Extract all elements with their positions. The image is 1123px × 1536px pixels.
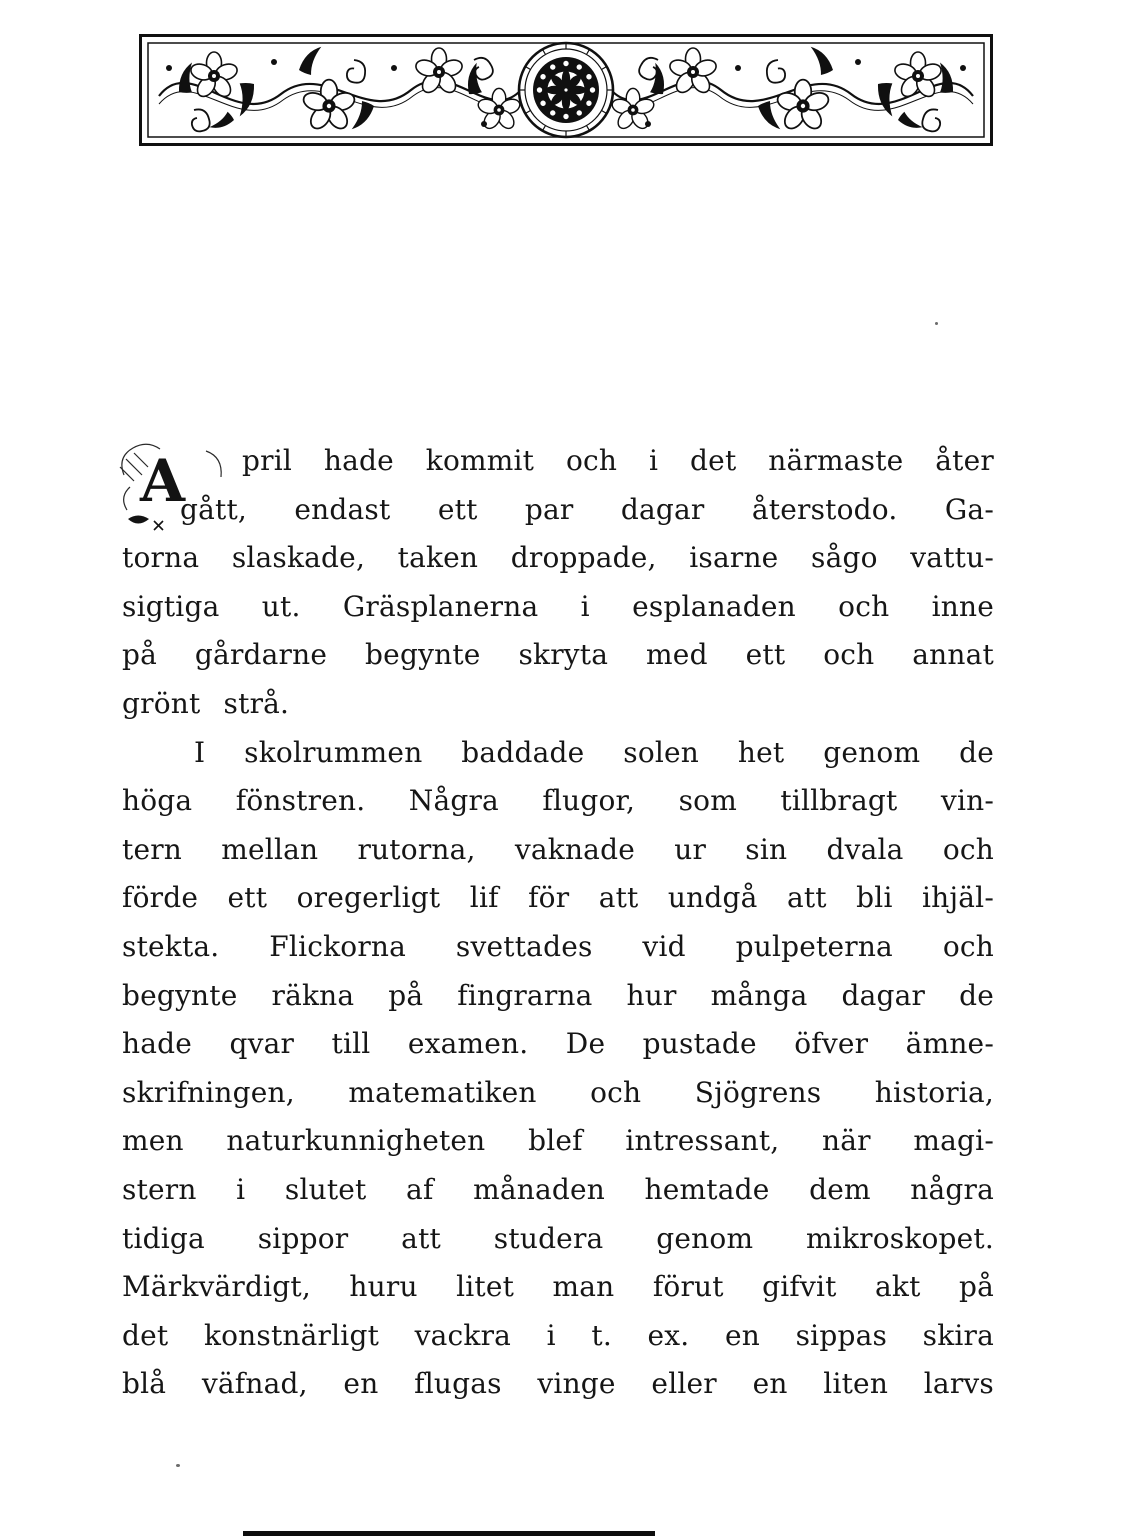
text-line: tern mellan rutorna, vaknade ur sin dvala och — [122, 832, 994, 866]
text-line: I skolrummen baddade solen het genom de — [194, 735, 994, 769]
rosette-medallion-icon — [519, 43, 613, 137]
body-text — [122, 437, 994, 1409]
drop-cap-initial — [114, 437, 244, 539]
text-line: tidiga sippor att studera genom mikroskopet. — [122, 1221, 994, 1255]
text-line: stekta. Flickorna svettades vid pulpeterna och — [122, 929, 994, 963]
drop-cap-tail-flourish-icon — [128, 516, 163, 531]
floral-headpiece-icon — [139, 34, 993, 146]
text-line: men naturkunnigheten blef intressant, när magi- — [122, 1124, 994, 1158]
text-line: pril hade kommit och i det närmaste åter — [242, 444, 994, 477]
drop-cap-ornament-icon — [114, 437, 244, 539]
text-line: Märkvärdigt, huru litet man förut gifvit akt på — [122, 1270, 994, 1304]
text-line: sigtiga ut. Gräsplanerna i esplanaden och inne — [122, 589, 994, 623]
text-line: skrifningen, matematiken och Sjögrens historia, — [122, 1075, 994, 1109]
text-line: på gårdarne begynte skryta med ett och annat — [122, 638, 994, 672]
text-line: stern i slutet af månaden hemtade dem några — [122, 1172, 994, 1206]
text-line: gått, endast ett par dagar återstodo. Ga- — [180, 492, 994, 526]
scan-speck — [176, 1464, 180, 1467]
text-line: grönt strå. — [122, 686, 290, 720]
scan-speck — [935, 322, 938, 325]
scan-edge-artifact — [243, 1531, 655, 1536]
floral-headpiece-ornament — [139, 34, 993, 146]
text-line: höga fönstren. Några flugor, som tillbragt vin- — [122, 784, 994, 818]
text-line: blå väfnad, en flugas vinge eller en liten larvs — [122, 1367, 994, 1401]
text-line: begynte räkna på fingrarna hur många dagar de — [122, 978, 994, 1012]
text-line: torna slaskade, taken droppade, isarne sågo vattu- — [122, 541, 994, 575]
text-line: hade qvar till examen. De pustade öfver ämne- — [122, 1027, 994, 1061]
text-line: det konstnärligt vackra i t. ex. en sippas skira — [122, 1318, 994, 1352]
drop-cap-letter: A — [140, 447, 186, 515]
text-line: förde ett oregerligt lif för att undgå att bli ihjäl- — [122, 881, 994, 915]
